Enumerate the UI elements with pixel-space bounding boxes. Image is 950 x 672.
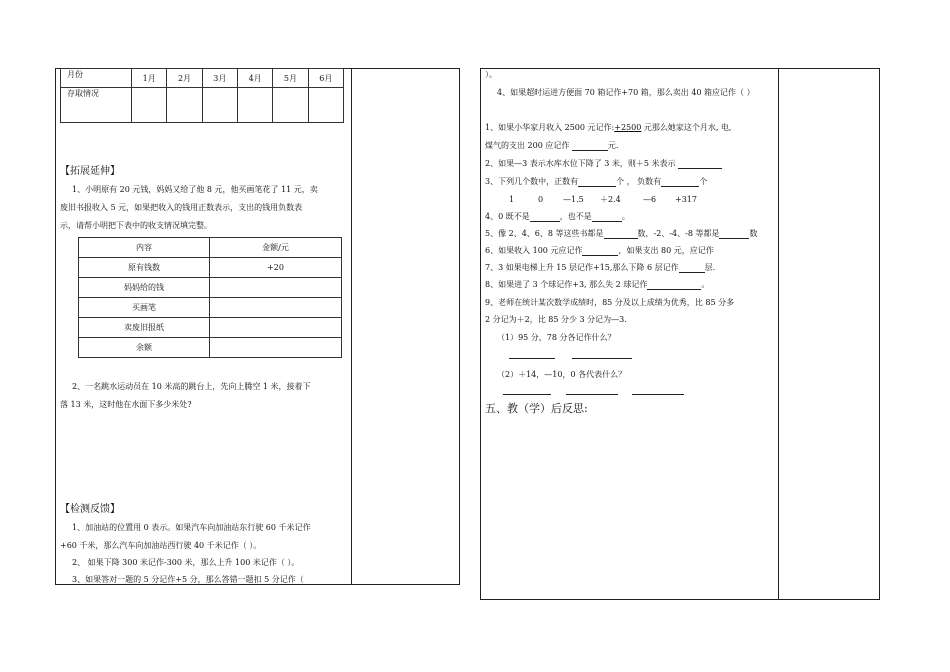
- practice-4-text2: ，也不是: [559, 212, 592, 221]
- answer-blank: [719, 230, 749, 239]
- practice-1-tail: 元那么她家这个月水, 电,: [641, 123, 732, 132]
- practice-1-unit: 元.: [607, 141, 619, 150]
- practice-6: [485, 246, 714, 256]
- number-item: 0: [538, 195, 544, 204]
- practice-7-text2: 层.: [704, 263, 716, 272]
- practice-7-text: 7、3 如果电梯上升 15 层记作+15,那么下降 6 层记作: [485, 263, 679, 272]
- practice-8-text2: 。: [701, 280, 710, 289]
- feedback-q1-line: 1、加油站的位置用 0 表示。如果汽车向加油站东行驶 60 千米记作: [72, 523, 311, 532]
- money-row-label: 妈妈给的钱: [79, 278, 210, 298]
- feedback-q2: 2、 如果下降 300 米记作-300 米，那么上升 100 米记作（ ）。: [72, 558, 300, 567]
- practice-2: [485, 159, 722, 169]
- answer-blank: [572, 350, 632, 359]
- answer-blank: [679, 264, 705, 273]
- practice-1-line2: [485, 141, 618, 151]
- continuation-close: ）。: [485, 70, 497, 79]
- month-header-label: 月份: [61, 69, 132, 88]
- feedback-q3: 3、如果答对一题的 5 分记作+5 分，那么答错一题扣 5 分记作（: [72, 575, 304, 584]
- money-row-value: [210, 338, 342, 358]
- number-item: 1: [509, 195, 515, 204]
- practice-9-sub2: （2）＋14，—10，0 各代表什么？: [497, 370, 627, 379]
- answer-blank: [632, 386, 684, 395]
- practice-2-text: 2、如果—3 表示水库水位下降了 3 米，则＋5 米表示: [485, 159, 676, 168]
- money-row-value: [210, 298, 342, 318]
- practice-3-text2: 个 ， 负数有: [616, 177, 662, 186]
- reflection-heading: 五、教（学）后反思:: [485, 402, 588, 415]
- money-row-value: [210, 278, 342, 298]
- practice-4-text3: 。: [621, 212, 630, 221]
- left-page-divider: [351, 68, 352, 585]
- answer-blank: [509, 350, 555, 359]
- money-row-label: 卖废旧报纸: [79, 318, 210, 338]
- money-header: 金额/元: [210, 238, 342, 258]
- practice-5-text: 5、像 2、4、6、8 等这些书都是: [485, 229, 604, 238]
- month-cell: 5月: [273, 69, 308, 88]
- practice-1-text2: 煤气的支出 200 应记作: [485, 141, 570, 150]
- practice-8: [485, 280, 709, 290]
- answer-blank: [661, 178, 699, 187]
- extension-q2-line: 落 13 米，这时他在水面下多少米处?: [60, 400, 192, 409]
- right-q4: 4、如果超时运进方便面 70 箱记作+70 箱，那么卖出 40 箱应记作（ ）: [497, 88, 755, 97]
- month-cell: 4月: [237, 69, 272, 88]
- deposit-cell: [132, 88, 167, 123]
- practice-9-line: 9、老师在统计某次数学成绩时，85 分及以上成绩为优秀，比 85 分多: [485, 298, 735, 307]
- answer-blank: [604, 230, 638, 239]
- answer-blank: [566, 386, 618, 395]
- practice-1-text: 1、如果小华家月收入 2500 元记作:: [485, 123, 615, 132]
- practice-3-text: 3、下列几个数中，正数有: [485, 177, 579, 186]
- answer-blank: [572, 142, 608, 151]
- deposit-cell: [202, 88, 237, 123]
- month-cell: 6月: [308, 69, 343, 88]
- money-row-label: 余额: [79, 338, 210, 358]
- answer-blank: [592, 213, 622, 222]
- practice-6-text2: ，如果支出 80 元，应记作: [618, 246, 714, 255]
- practice-5-text3: 数: [749, 229, 758, 238]
- number-item: ＋2.4: [600, 195, 621, 204]
- number-item: +317: [675, 195, 697, 204]
- answer-blank: [503, 386, 551, 395]
- extension-q1-line: 示，请帮小明把下表中的收支情况填完整。: [60, 221, 212, 230]
- extension-q1-line: 废旧书报收入 5 元，如果把收入的钱用正数表示，支出的钱用负数表: [60, 203, 303, 212]
- practice-5: [485, 229, 757, 239]
- feedback-heading: 【检测反馈】: [60, 504, 120, 515]
- practice-8-text: 8、如果进了 3 个球记作+3, 那么失 2 球记作: [485, 280, 648, 289]
- money-row-label: 买画笔: [79, 298, 210, 318]
- answer-blank: [678, 160, 722, 169]
- month-cell: 3月: [202, 69, 237, 88]
- practice-7: [485, 263, 715, 273]
- practice-9-line: 2 分记为＋2，比 85 分少 3 分记为—3.: [485, 315, 627, 324]
- money-header: 内容: [79, 238, 210, 258]
- feedback-q1-line: +60 千米，那么汽车向加油站西行驶 40 千米记作（ ）。: [60, 541, 262, 550]
- practice-9-sub1: （1）95 分，78 分各记作什么？: [497, 333, 616, 342]
- practice-1-answer: +2500: [614, 123, 642, 132]
- extension-heading: 【拓展延伸】: [60, 166, 120, 177]
- answer-blank: [647, 281, 701, 290]
- practice-5-text2: 数，-2、-4、-8 等都是: [637, 229, 720, 238]
- practice-1-line: [485, 123, 731, 133]
- extension-q2-line: 2、一名跳水运动员在 10 米高的跳台上，先向上腾空 1 米，接着下: [72, 382, 311, 391]
- answer-blank: [578, 178, 616, 187]
- deposit-row-label: 存取情况: [61, 88, 132, 123]
- deposit-cell: [237, 88, 272, 123]
- practice-3-text3: 个: [699, 177, 708, 186]
- right-page-divider: [778, 68, 779, 600]
- deposit-cell: [167, 88, 202, 123]
- practice-6-text: 6、如果收入 100 元应记作: [485, 246, 583, 255]
- money-row-value: +20: [210, 258, 342, 278]
- answer-blank: [582, 247, 618, 256]
- practice-3: [485, 177, 707, 187]
- money-row-value: [210, 318, 342, 338]
- month-cell: 2月: [167, 69, 202, 88]
- month-table: [60, 68, 344, 123]
- number-item: —6: [643, 195, 657, 204]
- deposit-cell: [273, 88, 308, 123]
- practice-4: [485, 212, 630, 222]
- practice-4-text: 4、0 既不是: [485, 212, 530, 221]
- number-item: —1.5: [563, 195, 584, 204]
- deposit-cell: [308, 88, 343, 123]
- extension-q1-line: 1、小明原有 20 元钱，妈妈又给了他 8 元，他买画笔花了 11 元，卖: [72, 185, 318, 194]
- month-cell: 1月: [132, 69, 167, 88]
- money-row-label: 原有钱数: [79, 258, 210, 278]
- money-table: [78, 237, 342, 358]
- answer-blank: [530, 213, 560, 222]
